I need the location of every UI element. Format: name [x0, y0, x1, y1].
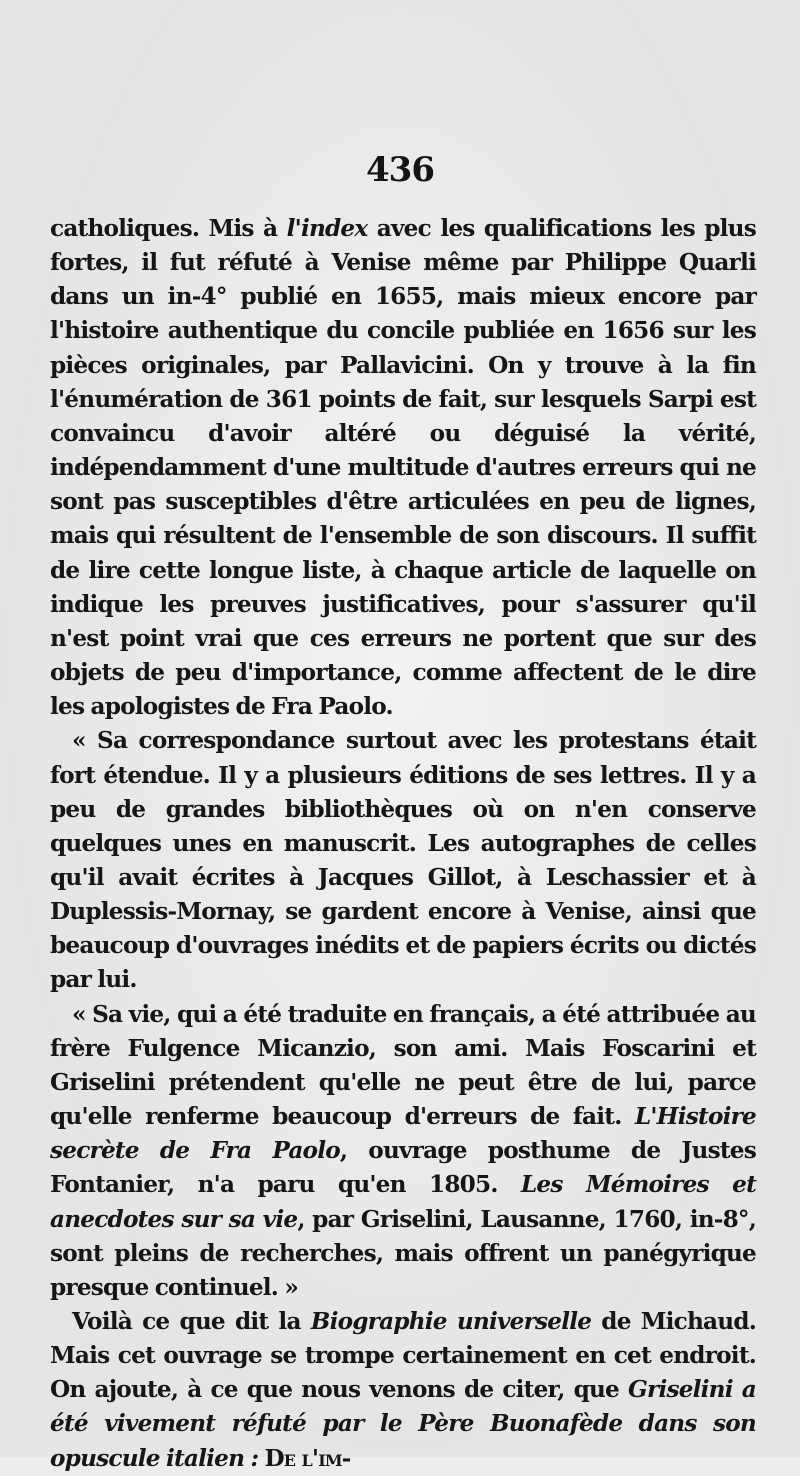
text-run-italic: Les Mémoires et anecdotes sur sa vie: [50, 1171, 756, 1233]
text-run-smallcaps: De l'im-: [258, 1444, 351, 1472]
text-run: Voilà ce que dit la: [72, 1308, 311, 1335]
text-run-italic: Griselini a été vivement réfuté par le Père Buonafède dans son opuscule italien :: [50, 1376, 757, 1472]
page-number: 436: [366, 150, 434, 190]
text-run-italic: l'index: [286, 215, 368, 242]
text-run: catholiques. Mis à: [50, 215, 287, 242]
text-run-italic: L'Histoire secrète de Fra Paolo: [50, 1103, 756, 1165]
text-run: , par Griselini, Lausanne, 1760, in-8°, sont pleins de recherches, mais offrent un panégyrique presque continuel. »: [50, 1205, 756, 1301]
paragraph: [50, 1305, 756, 1476]
text-run: « Sa correspondance surtout avec les protestans était fort étendue. Il y a plusieurs éditions de ses lettres. Il y a peu de grandes bibliothèques où on n'en conserve quelques unes en manuscrit. Les autographes de celles qu'il avait écrites à Jacques Gillot, à Leschassier et à Duplessis-Mornay, se gardent encore à Venise, ainsi que beaucoup d'ouvrages inédits et de papiers écrits ou dictés par lui.: [50, 727, 756, 994]
paragraph: [50, 724, 756, 997]
text-run-italic: Biographie universelle: [310, 1308, 592, 1335]
text-run: avec les qualifications les plus fortes, il fut réfuté à Venise même par Philippe Quarli dans un in-4° publié en 1655, mais mieux encore par l'histoire authentique du concile publiée en 1656 sur les pièces originales, par Pallavicini. On y trouve à la fin l'énumération de 361 points de fait, sur lesquels Sarpi est convaincu d'avoir altéré ou déguisé la vérité, indépendamment d'une multitude d'autres erreurs qui ne sont pas susceptibles d'être articulées en peu de lignes, mais qui résultent de l'ensemble de son discours. Il suffit de lire cette longue liste, à chaque article de laquelle on indique les preuves justificatives, pour s'assurer qu'il n'est point vrai que ces erreurs ne portent que sur des objets de peu d'importance, comme affectent de le dire les apologistes de Fra Paolo.: [50, 215, 756, 721]
text-run: , ouvrage posthume de Justes Fontanier, n'a paru qu'en 1805.: [50, 1137, 756, 1199]
paragraph: [50, 212, 756, 724]
text-run: de Michaud. Mais cet ouvrage se trompe certainement en cet endroit. On ajoute, à ce que nous venons de citer, que: [50, 1308, 757, 1404]
paragraph: [50, 998, 756, 1305]
body-text: [50, 212, 756, 1476]
text-run: « Sa vie, qui a été traduite en français, a été attribuée au frère Fulgence Micanzio, son ami. Mais Foscarini et Griselini prétendent qu'elle ne peut être de lui, parce qu'elle renferme beaucoup d'erreurs de fait.: [50, 1000, 756, 1131]
